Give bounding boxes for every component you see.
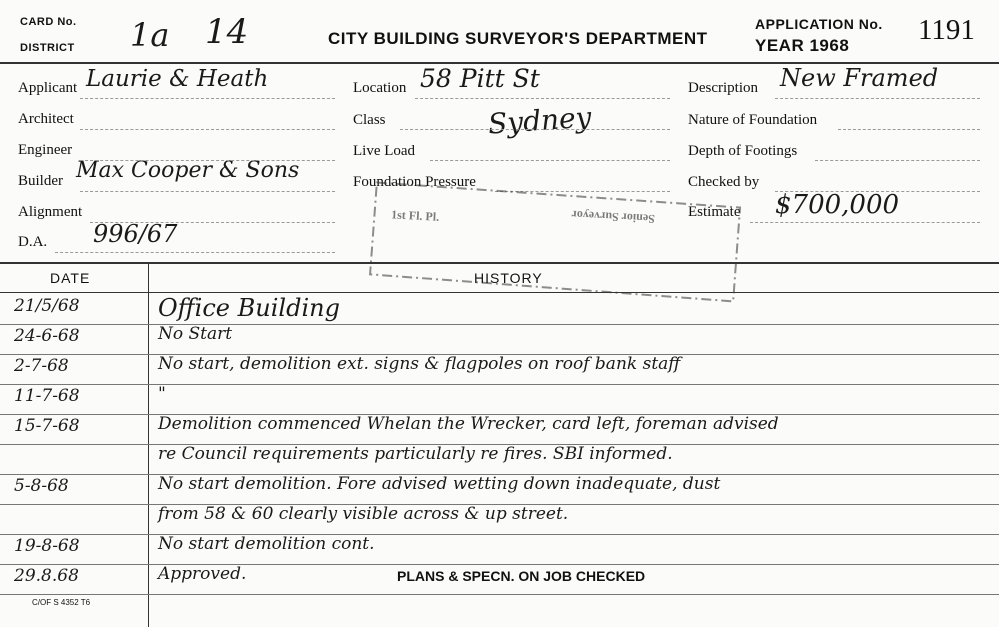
estimate-value: $700,000 [775,190,900,220]
card-no-label: CARD No. [20,16,77,28]
builder-value: Max Cooper & Sons [76,158,300,183]
history-entry: No Start [158,324,233,344]
field-line [80,98,335,99]
applicant-label: Applicant [18,80,78,96]
live-load-label: Live Load [353,143,416,159]
field-line [775,191,980,192]
year-label: YEAR 1968 [755,36,850,55]
da-value: 996/67 [93,220,178,248]
date-header: DATE [50,270,91,286]
history-date: 19-8-68 [14,536,80,556]
history-date: 15-7-68 [14,416,80,436]
history-entry: Office Building [158,294,340,322]
depth-of-footings-label: Depth of Footings [688,143,798,159]
history-entry: " [158,384,166,404]
architect-label: Architect [18,111,74,127]
checked-by-label: Checked by [688,174,760,190]
field-line [815,160,980,161]
field-line [415,98,670,99]
field-line [55,252,335,253]
history-header: HISTORY [474,270,543,286]
office-stamp [367,178,744,305]
plans-checked-note: PLANS & SPECN. ON JOB CHECKED [397,568,646,584]
history-date: 29.8.68 [14,566,79,586]
location-label: Location [353,80,407,96]
card-no-value: 1a [130,16,170,54]
history-entry: re Council requirements particularly re fires. SBI informed. [158,444,673,464]
department-title: CITY BUILDING SURVEYOR'S DEPARTMENT [328,29,708,48]
class-value: Sydney [486,100,593,141]
field-line [80,129,335,130]
history-entry: No start demolition. Fore advised wetting down inadequate, dust [158,474,721,494]
history-top-rule [0,262,999,264]
builder-label: Builder [18,173,63,189]
history-row-rule [0,324,999,325]
da-label: D.A. [18,234,48,250]
stamp-border-icon [367,178,744,305]
foundation-pressure-label: Foundation Pressure [353,174,476,190]
field-line [90,222,335,223]
description-value: New Framed [780,64,939,92]
field-line [430,160,670,161]
history-entry: No start demolition cont. [158,534,375,554]
estimate-label: Estimate [688,204,741,220]
history-row-rule [0,534,999,535]
stamp-line1: Senior Surveyor [571,207,656,227]
field-line [400,129,670,130]
history-date: 5-8-68 [14,476,69,496]
application-number: 1191 [918,14,975,46]
history-row-rule [0,564,999,565]
engineer-label: Engineer [18,142,73,158]
history-entry: from 58 & 60 clearly visible across & up street. [158,504,569,524]
history-row-rule [0,384,999,385]
history-entry: Approved. [158,564,247,584]
history-header-rule [0,292,999,293]
nature-of-foundation-label: Nature of Foundation [688,112,818,128]
district-label: DISTRICT [20,42,75,54]
location-value: 58 Pitt St [420,64,540,93]
field-line [80,191,335,192]
history-entry: Demolition commenced Whelan the Wrecker, card left, foreman advised [158,414,779,434]
field-line [750,222,980,223]
application-label: APPLICATION No. [755,16,883,32]
field-line [775,98,980,99]
district-value: 14 [205,12,249,52]
alignment-label: Alignment [18,204,83,220]
applicant-value: Laurie & Heath [86,66,269,92]
field-line [80,160,335,161]
history-date: 21/5/68 [14,296,80,316]
form-code: C/OF S 4352 T6 [32,598,91,607]
history-date: 11-7-68 [14,386,80,406]
history-date: 24-6-68 [14,326,80,346]
history-date: 2-7-68 [14,356,69,376]
history-entry: No start, demolition ext. signs & flagpoles on roof bank staff [158,354,681,374]
class-label: Class [353,112,386,128]
field-line [838,129,980,130]
stamp-line2: 1st Fl. Pl. [390,207,440,224]
description-label: Description [688,80,758,96]
history-row-rule [0,594,999,595]
